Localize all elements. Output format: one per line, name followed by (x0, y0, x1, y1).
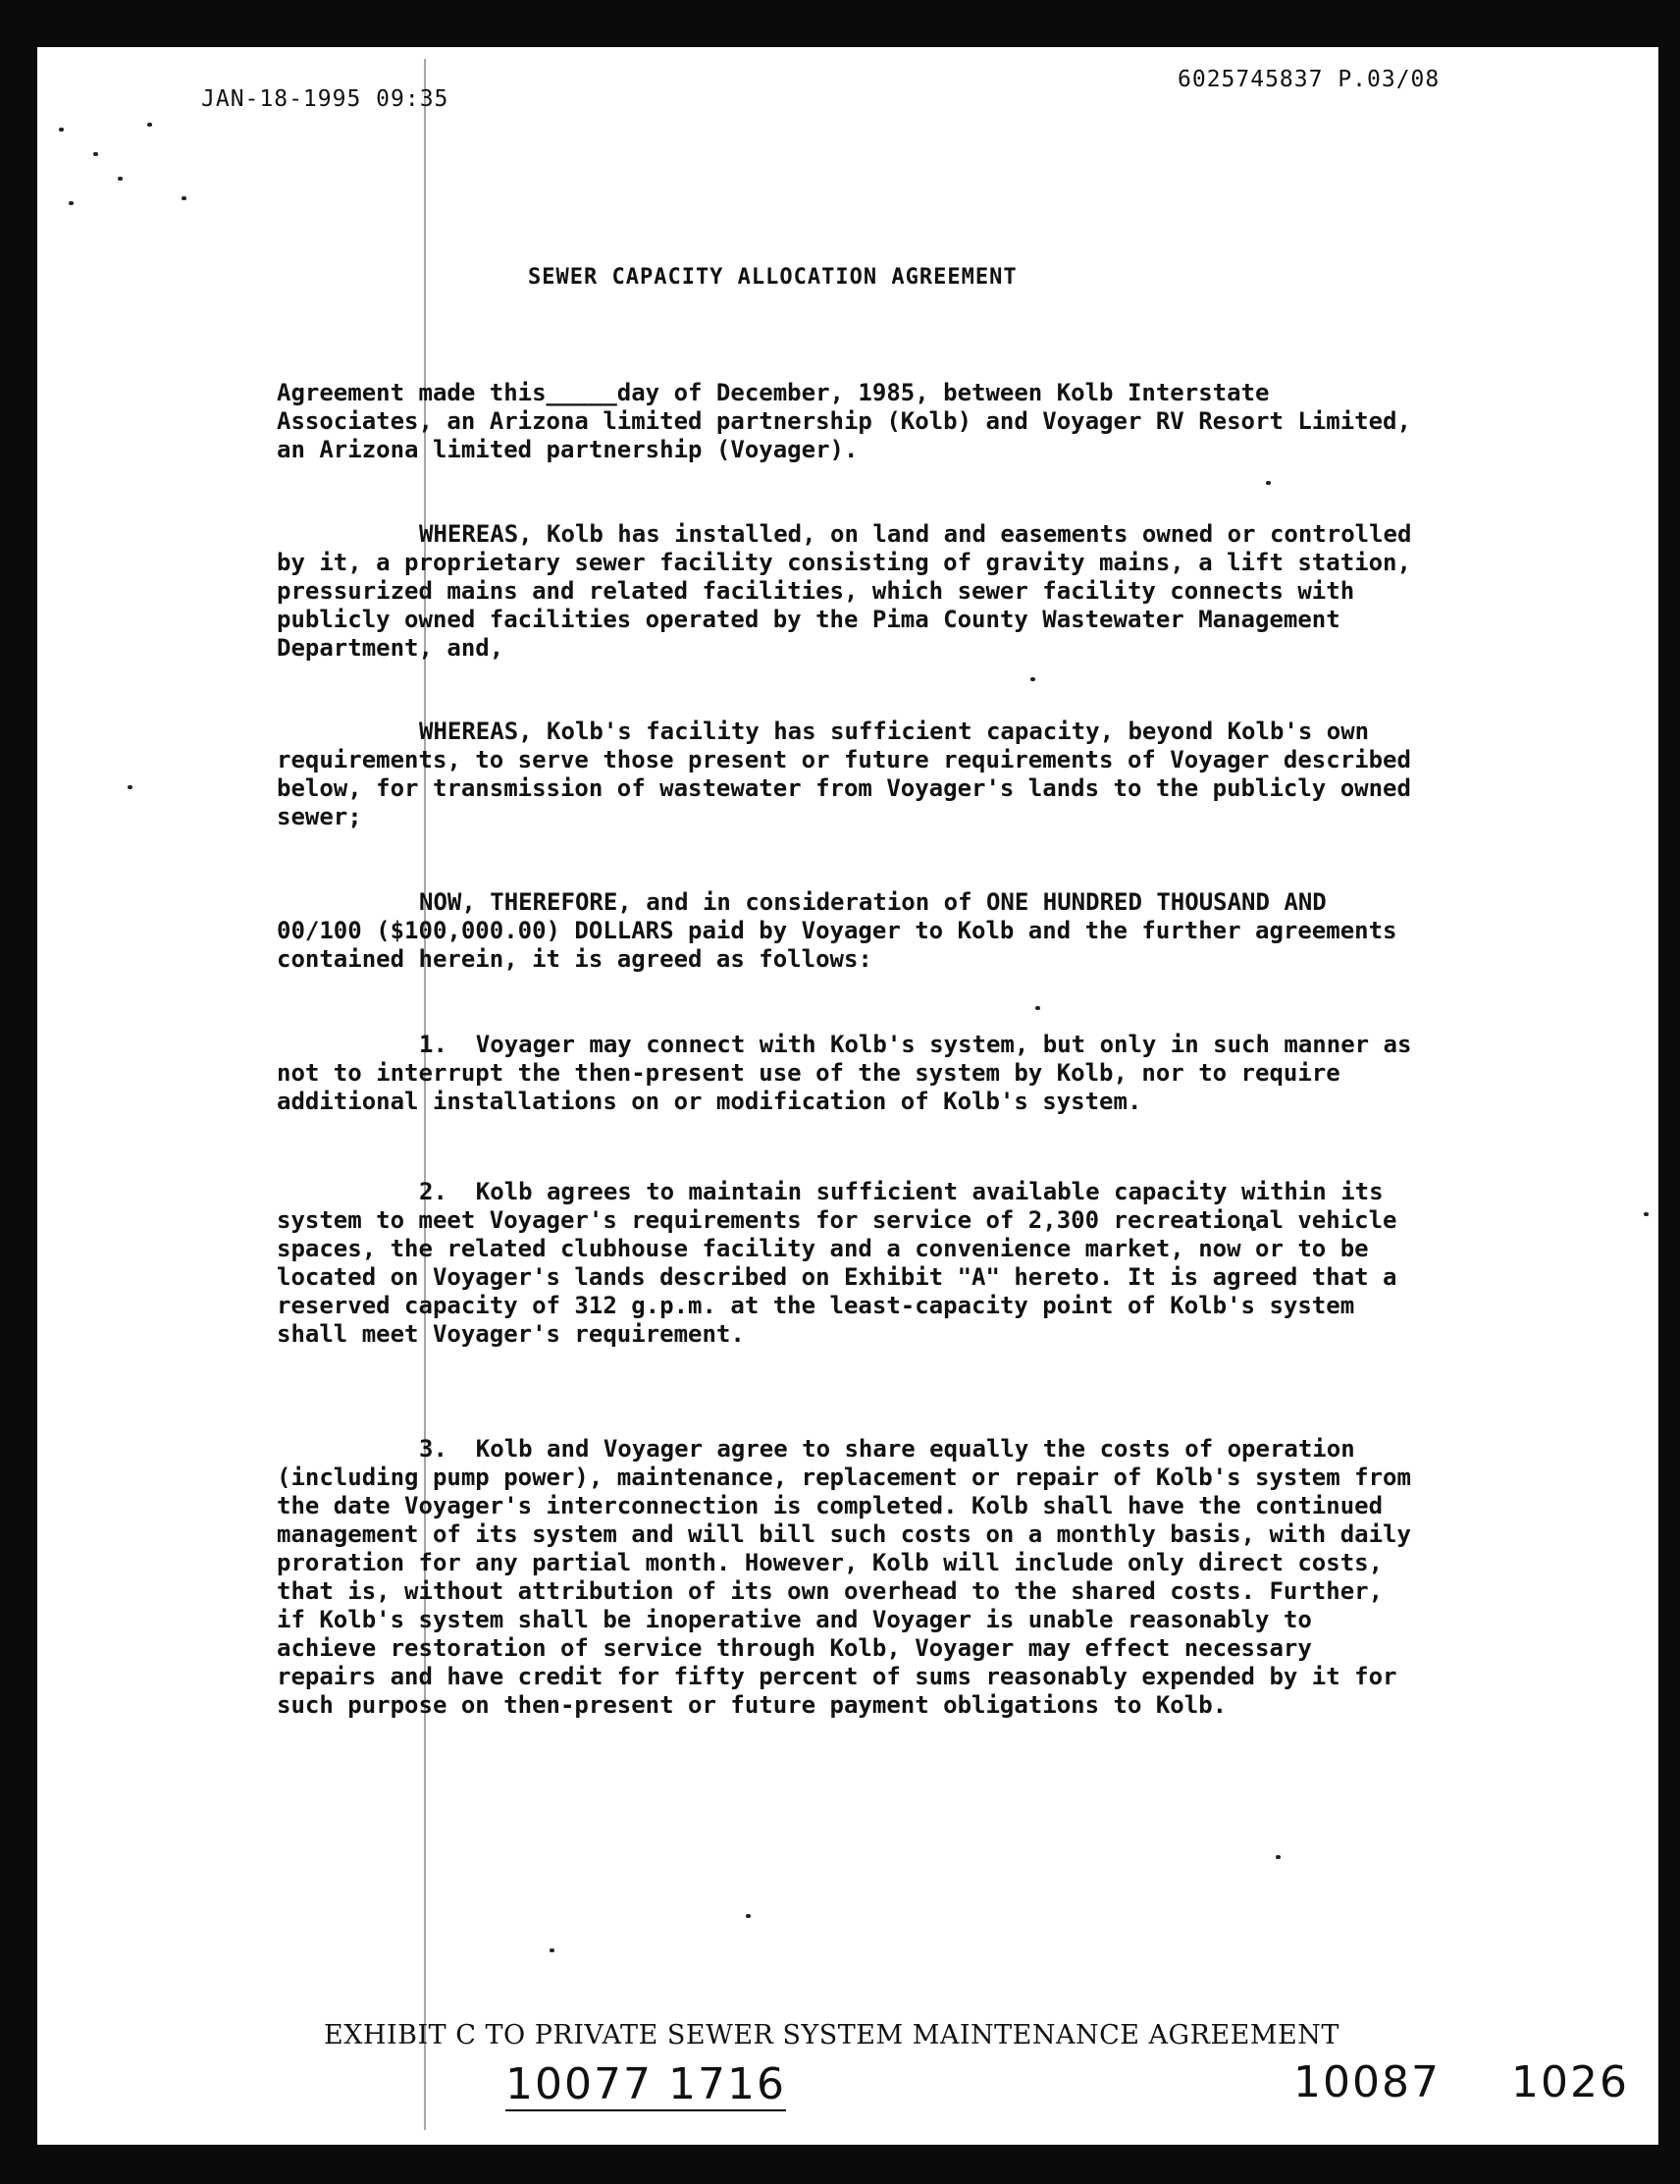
document-title: SEWER CAPACITY ALLOCATION AGREEMENT (528, 265, 1018, 290)
whereas-paragraph-1: WHEREAS, Kolb has installed, on land and easements owned or controlled by it, a proprietary sewer facility consisting of gravity mains, a lift station, pressurized mains and related facilities, which sewer facility connects with publicly owned facilities operated by the Pima County Wastewater Management Department, and, (277, 520, 1426, 662)
intro-paragraph: Agreement made this_____day of December, 1985, between Kolb Interstate Associates, an Arizona limited partnership (Kolb) and Voyager RV Resort Limited, an Arizona limited partnership (Voyager). (277, 379, 1426, 463)
scan-speck (1035, 1006, 1040, 1010)
scan-speck (59, 128, 64, 132)
clause-1: 1. Voyager may connect with Kolb's system, but only in such manner as not to interrupt the then-present use of the system by Kolb, nor to require additional installations on or modification of Kolb's system. (277, 1031, 1426, 1115)
now-therefore-paragraph: NOW, THEREFORE, and in consideration of ONE HUNDRED THOUSAND AND 00/100 ($100,000.00) DOLLARS paid by Voyager to Kolb and the further agreements contained herein, it is agreed as follows: (277, 888, 1411, 973)
fax-number-page-stamp: 6025745837 P.03/08 (1178, 67, 1441, 92)
scan-speck (1266, 481, 1271, 485)
scan-speck (128, 785, 132, 789)
scan-speck (182, 196, 186, 200)
scan-border-left (0, 0, 37, 2184)
scan-speck (550, 1948, 554, 1952)
scan-speck (746, 1914, 751, 1918)
clause-3: 3. Kolb and Voyager agree to share equally the costs of operation (including pump power), maintenance, replacement or repair of Kolb's system from the date Voyager's interconnection is completed. Kolb shall have the continued management of its system and will bill such costs on a monthly basis, with daily proration for any partial month. However, Kolb will include only direct costs, that is, without attribution of its own overhead to the shared costs. Further, if Kolb's system shall be inoperative and Voyager is unable reasonably to achieve restoration of service through Kolb, Voyager may effect necessary repairs and have credit for fifty percent of sums reasonably expended by it for such purpose on then-present or future payment obligations to Kolb. (277, 1435, 1426, 1719)
recording-number-left: 10077 1716 (505, 2059, 786, 2109)
scan-speck (147, 123, 152, 127)
recording-number-right (1293, 2057, 1629, 2107)
scan-border-right (1658, 0, 1680, 2184)
scan-speck (93, 152, 98, 156)
fax-date-stamp: JAN-18-1995 09:35 (201, 86, 449, 112)
scan-speck (1030, 677, 1035, 681)
clause-2: 2. Kolb agrees to maintain sufficient available capacity within its system to meet Voyager's requirements for service of 2,300 recreational vehicle spaces, the related clubhouse facility and a convenience market, now or to be located on Voyager's lands described on Exhibit "A" hereto. It is agreed that a reserved capacity of 312 g.p.m. at the least-capacity point of Kolb's system shall meet Voyager's requirement. (277, 1178, 1411, 1348)
whereas-paragraph-2: WHEREAS, Kolb's facility has sufficient capacity, beyond Kolb's own requirements, to serve those present or future requirements of Voyager described below, for transmission of wastewater from Voyager's lands to the publicly owned sewer; (277, 718, 1426, 830)
recording-book: 10087 (1293, 2057, 1441, 2107)
scan-speck (69, 201, 74, 205)
scan-speck (118, 177, 123, 181)
scan-speck (1276, 1855, 1281, 1859)
recording-page: 1026 (1510, 2057, 1629, 2107)
exhibit-footer-label: EXHIBIT C TO PRIVATE SEWER SYSTEM MAINTENANCE AGREEMENT (324, 2020, 1339, 2051)
scan-border-top (0, 0, 1680, 47)
scan-speck (1644, 1212, 1649, 1216)
scan-border-bottom (0, 2145, 1680, 2184)
